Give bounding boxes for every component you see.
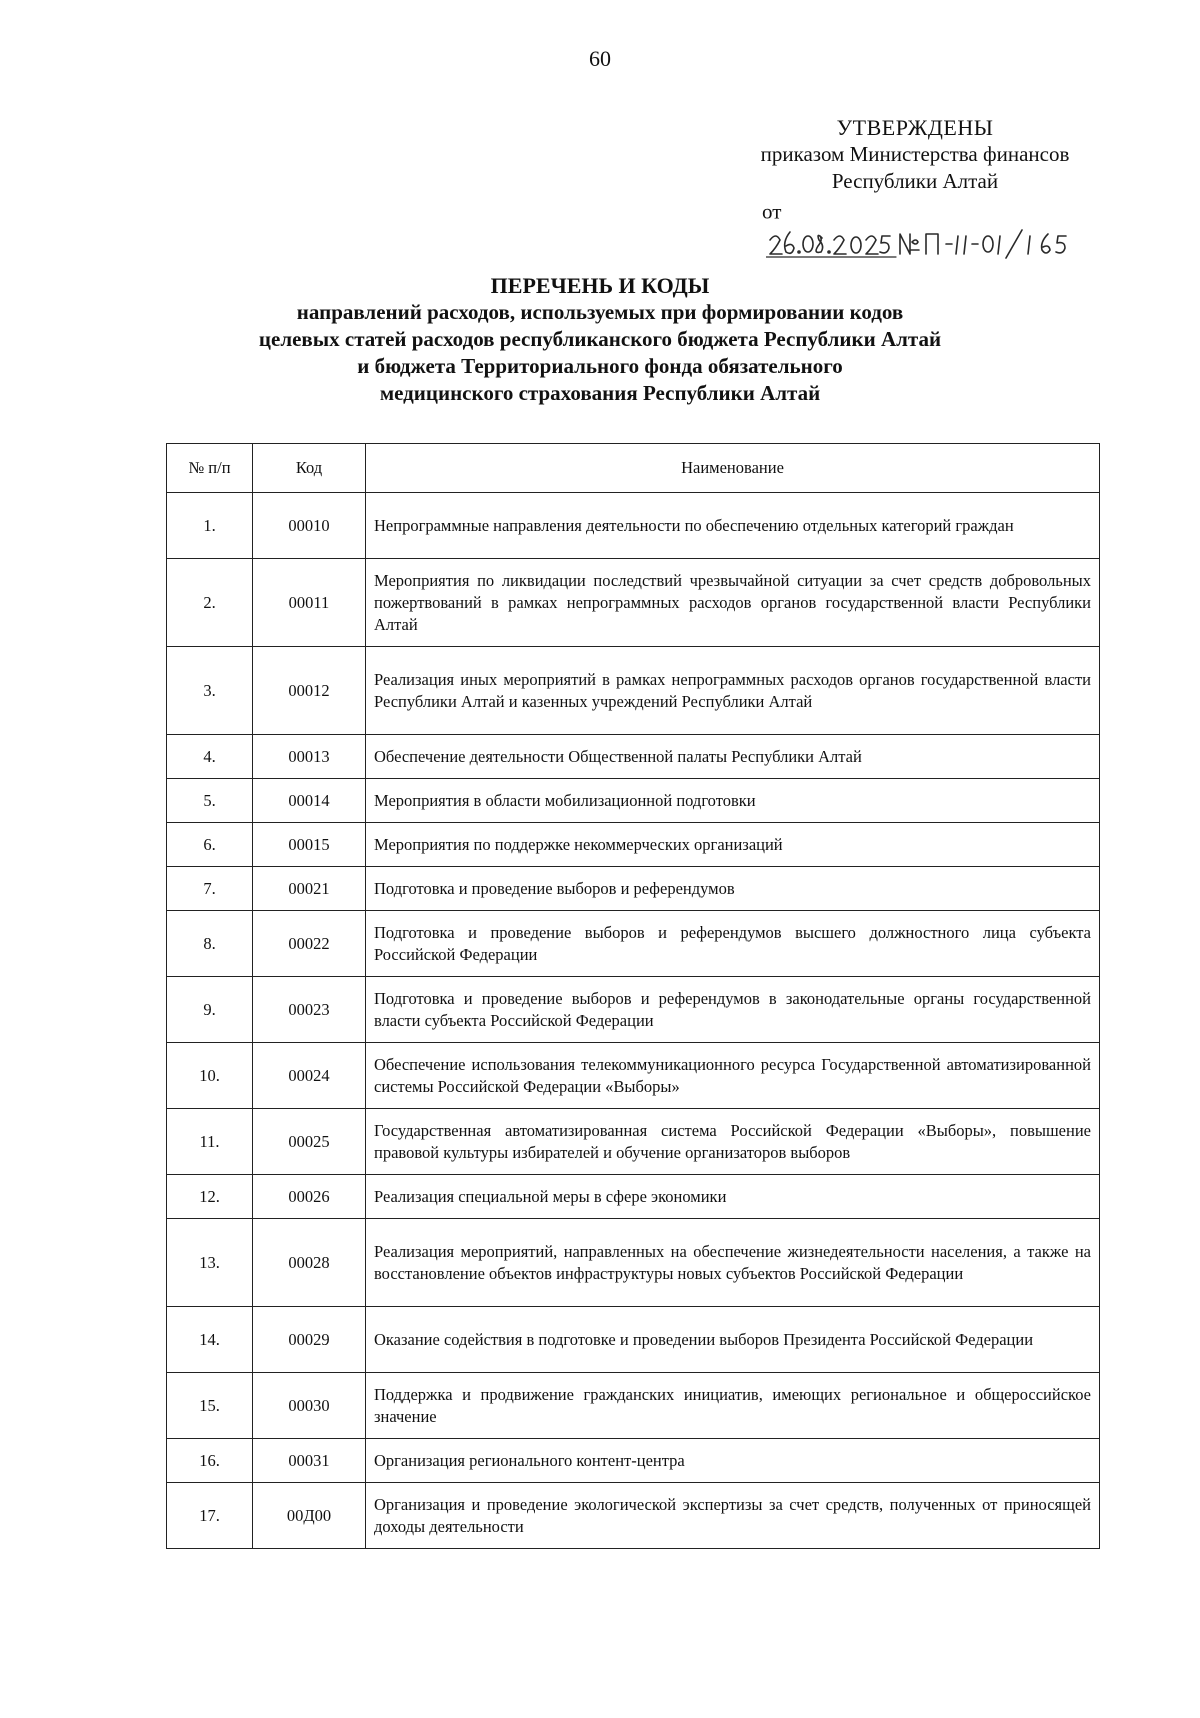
table-row xyxy=(167,559,1100,647)
approved-heading: УТВЕРЖДЕНЫ xyxy=(836,115,994,140)
document-title xyxy=(0,272,1200,407)
row-name: Обеспечение деятельности Общественной палаты Республики Алтай xyxy=(366,735,1100,779)
table-row xyxy=(167,823,1100,867)
row-code: 00021 xyxy=(253,867,366,911)
row-num: 5. xyxy=(167,779,253,823)
row-code: 00026 xyxy=(253,1175,366,1219)
title-main: ПЕРЕЧЕНЬ И КОДЫ xyxy=(490,273,710,298)
row-num: 17. xyxy=(167,1483,253,1549)
row-num: 2. xyxy=(167,559,253,647)
table-row xyxy=(167,977,1100,1043)
row-num: 10. xyxy=(167,1043,253,1109)
codes-table xyxy=(166,443,1100,1549)
row-name: Поддержка и продвижение гражданских инициатив, имеющих региональное и общероссийское значение xyxy=(366,1373,1100,1439)
row-code: 00030 xyxy=(253,1373,366,1439)
table-row xyxy=(167,867,1100,911)
row-code: 00015 xyxy=(253,823,366,867)
row-name: Реализация мероприятий, направленных на обеспечение жизнедеятельности населения, а также на восстановление объектов инфраструктуры новых субъектов Российской Федерации xyxy=(366,1219,1100,1307)
approval-stamp xyxy=(700,114,1130,227)
table-row xyxy=(167,735,1100,779)
table-row xyxy=(167,1483,1100,1549)
row-name: Мероприятия по поддержке некоммерческих организаций xyxy=(366,823,1100,867)
approval-date-line xyxy=(700,197,1130,227)
header-code: Код xyxy=(253,444,366,493)
row-num: 8. xyxy=(167,911,253,977)
row-num: 7. xyxy=(167,867,253,911)
row-num: 1. xyxy=(167,493,253,559)
row-num: 14. xyxy=(167,1307,253,1373)
row-code: 00012 xyxy=(253,647,366,735)
row-code: 00011 xyxy=(253,559,366,647)
row-name: Государственная автоматизированная система Российской Федерации «Выборы», повышение правовой культуры избирателей и обучение организаторов выборов xyxy=(366,1109,1100,1175)
page-number: 60 xyxy=(589,46,611,71)
row-num: 4. xyxy=(167,735,253,779)
row-name: Подготовка и проведение выборов и референдумов высшего должностного лица субъекта Российской Федерации xyxy=(366,911,1100,977)
date-prefix: от xyxy=(762,199,782,224)
row-name: Организация регионального контент-центра xyxy=(366,1439,1100,1483)
row-num: 12. xyxy=(167,1175,253,1219)
row-code: 00010 xyxy=(253,493,366,559)
row-num: 13. xyxy=(167,1219,253,1307)
handwritten-date-number xyxy=(766,226,1106,260)
row-code: 00024 xyxy=(253,1043,366,1109)
table-row xyxy=(167,493,1100,559)
table-row xyxy=(167,1373,1100,1439)
row-name: Непрограммные направления деятельности по обеспечению отдельных категорий граждан xyxy=(366,493,1100,559)
title-line-3: и бюджета Территориального фонда обязательного xyxy=(357,354,843,378)
table-row xyxy=(167,1109,1100,1175)
row-name: Обеспечение использования телекоммуникационного ресурса Государственной автоматизированной системы Российской Федерации «Выборы» xyxy=(366,1043,1100,1109)
table-header-row xyxy=(167,444,1100,493)
row-name: Оказание содействия в подготовке и проведении выборов Президента Российской Федерации xyxy=(366,1307,1100,1373)
row-code: 00028 xyxy=(253,1219,366,1307)
row-code: 00023 xyxy=(253,977,366,1043)
row-name: Реализация специальной меры в сфере экономики xyxy=(366,1175,1100,1219)
approval-line-republic: Республики Алтай xyxy=(831,169,999,193)
title-line-4: медицинского страхования Республики Алтай xyxy=(379,381,821,405)
table-row xyxy=(167,1439,1100,1483)
table-row xyxy=(167,1307,1100,1373)
row-num: 3. xyxy=(167,647,253,735)
table-row xyxy=(167,779,1100,823)
table-row xyxy=(167,1175,1100,1219)
row-name: Организация и проведение экологической экспертизы за счет средств, полученных от приносящей доходы деятельности xyxy=(366,1483,1100,1549)
header-num: № п/п xyxy=(167,444,253,493)
row-name: Подготовка и проведение выборов и референдумов в законодательные органы государственной власти субъекта Российской Федерации xyxy=(366,977,1100,1043)
row-num: 6. xyxy=(167,823,253,867)
title-line-1: направлений расходов, используемых при формировании кодов xyxy=(296,300,904,324)
row-name: Мероприятия в области мобилизационной подготовки xyxy=(366,779,1100,823)
row-code: 00031 xyxy=(253,1439,366,1483)
row-code: 00014 xyxy=(253,779,366,823)
title-line-2: целевых статей расходов республиканского бюджета Республики Алтай xyxy=(258,327,942,351)
row-name: Подготовка и проведение выборов и референдумов xyxy=(366,867,1100,911)
table-row xyxy=(167,647,1100,735)
row-code: 00013 xyxy=(253,735,366,779)
table-row xyxy=(167,911,1100,977)
row-code: 00Д00 xyxy=(253,1483,366,1549)
row-code: 00025 xyxy=(253,1109,366,1175)
row-num: 15. xyxy=(167,1373,253,1439)
row-name: Мероприятия по ликвидации последствий чрезвычайной ситуации за счет средств добровольных пожертвований в рамках непрограммных расходов органов государственной власти Республики Алтай xyxy=(366,559,1100,647)
row-num: 16. xyxy=(167,1439,253,1483)
row-num: 9. xyxy=(167,977,253,1043)
approval-line-ministry: приказом Министерства финансов xyxy=(760,142,1070,166)
row-num: 11. xyxy=(167,1109,253,1175)
row-code: 00029 xyxy=(253,1307,366,1373)
row-code: 00022 xyxy=(253,911,366,977)
table-row xyxy=(167,1043,1100,1109)
header-name: Наименование xyxy=(366,444,1100,493)
table-row xyxy=(167,1219,1100,1307)
row-name: Реализация иных мероприятий в рамках непрограммных расходов органов государственной власти Республики Алтай и казенных учреждений Республики Алтай xyxy=(366,647,1100,735)
